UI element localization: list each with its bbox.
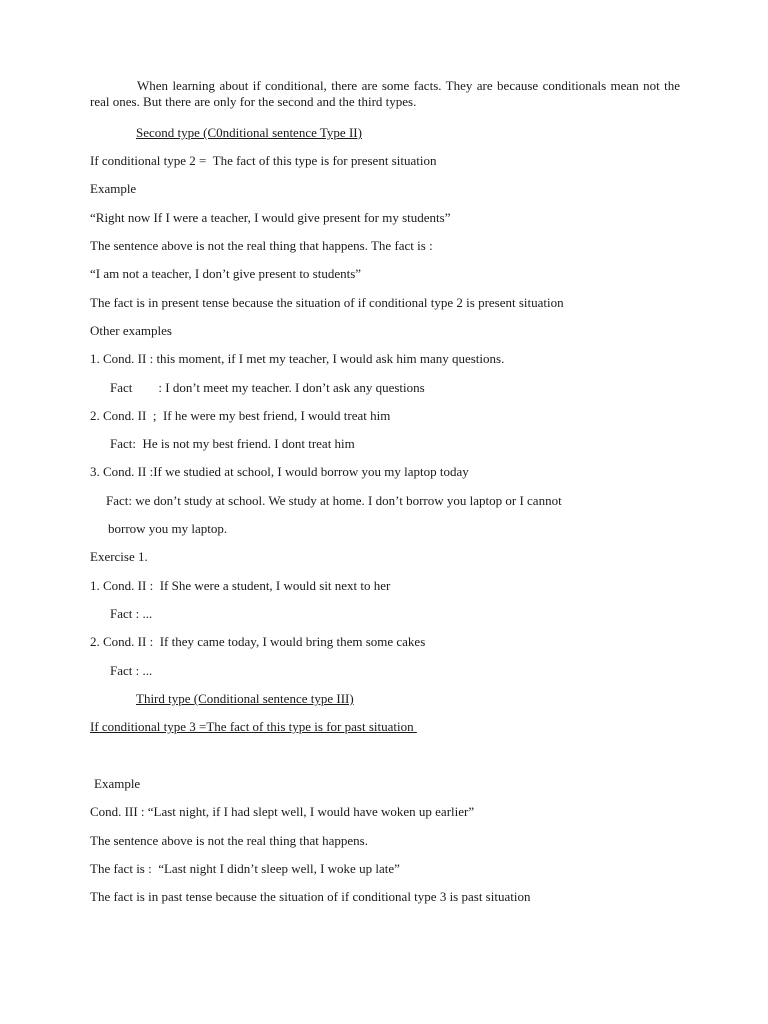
other-examples-label: Other examples bbox=[90, 323, 172, 338]
example-1-fact: Fact : I don’t meet my teacher. I don’t ask any questions bbox=[110, 380, 425, 395]
exercise-2-cond: 2. Cond. II : If they came today, I would bring them some cakes bbox=[90, 634, 426, 649]
exercise-2-fact: Fact : ... bbox=[110, 663, 153, 678]
example-3-fact-continued: borrow you my laptop. bbox=[108, 521, 228, 536]
section2-example-sentence: “Right now If I were a teacher, I would give present for my students” bbox=[90, 210, 451, 225]
section2-tense-note: The fact is in present tense because the situation of if conditional type 2 is present situation bbox=[90, 295, 564, 310]
exercise-1-fact: Fact : ... bbox=[110, 606, 153, 621]
section2-heading: Second type (C0nditional sentence Type II) bbox=[136, 125, 362, 140]
section3-heading: Third type (Conditional sentence type III) bbox=[136, 691, 354, 706]
example-2-fact: Fact: He is not my best friend. I dont treat him bbox=[110, 436, 355, 451]
section2-not-real: The sentence above is not the real thing that happens. The fact is : bbox=[90, 238, 433, 253]
section3-not-real: The sentence above is not the real thing that happens. bbox=[90, 833, 368, 848]
section3-tense-note: The fact is in past tense because the situation of if conditional type 3 is past situation bbox=[90, 889, 531, 904]
example-3-fact: Fact: we don’t study at school. We study at home. I don’t borrow you laptop or I cannot bbox=[106, 493, 562, 508]
example-1-cond: 1. Cond. II : this moment, if I met my teacher, I would ask him many questions. bbox=[90, 351, 505, 366]
section2-example-label: Example bbox=[90, 181, 137, 196]
section3-definition: If conditional type 3 =The fact of this type is for past situation bbox=[90, 719, 417, 734]
section2-fact-sentence: “I am not a teacher, I don’t give present to students” bbox=[90, 266, 362, 281]
exercise-1-cond: 1. Cond. II : If She were a student, I would sit next to her bbox=[90, 578, 391, 593]
example-3-cond: 3. Cond. II :If we studied at school, I would borrow you my laptop today bbox=[90, 464, 469, 479]
example-2-cond: 2. Cond. II ; If he were my best friend, I would treat him bbox=[90, 408, 391, 423]
section3-example-sentence: Cond. III : “Last night, if I had slept well, I would have woken up earlier” bbox=[90, 804, 475, 819]
section2-definition: If conditional type 2 = The fact of this type is for present situation bbox=[90, 153, 437, 168]
intro-paragraph: When learning about if conditional, there are some facts. They are because conditionals mean not the real ones. But there are only for the second and the third types. bbox=[90, 78, 680, 109]
section3-example-label: Example bbox=[94, 776, 141, 791]
exercise-label: Exercise 1. bbox=[90, 549, 148, 564]
section3-fact-sentence: The fact is : “Last night I didn’t sleep well, I woke up late” bbox=[90, 861, 400, 876]
